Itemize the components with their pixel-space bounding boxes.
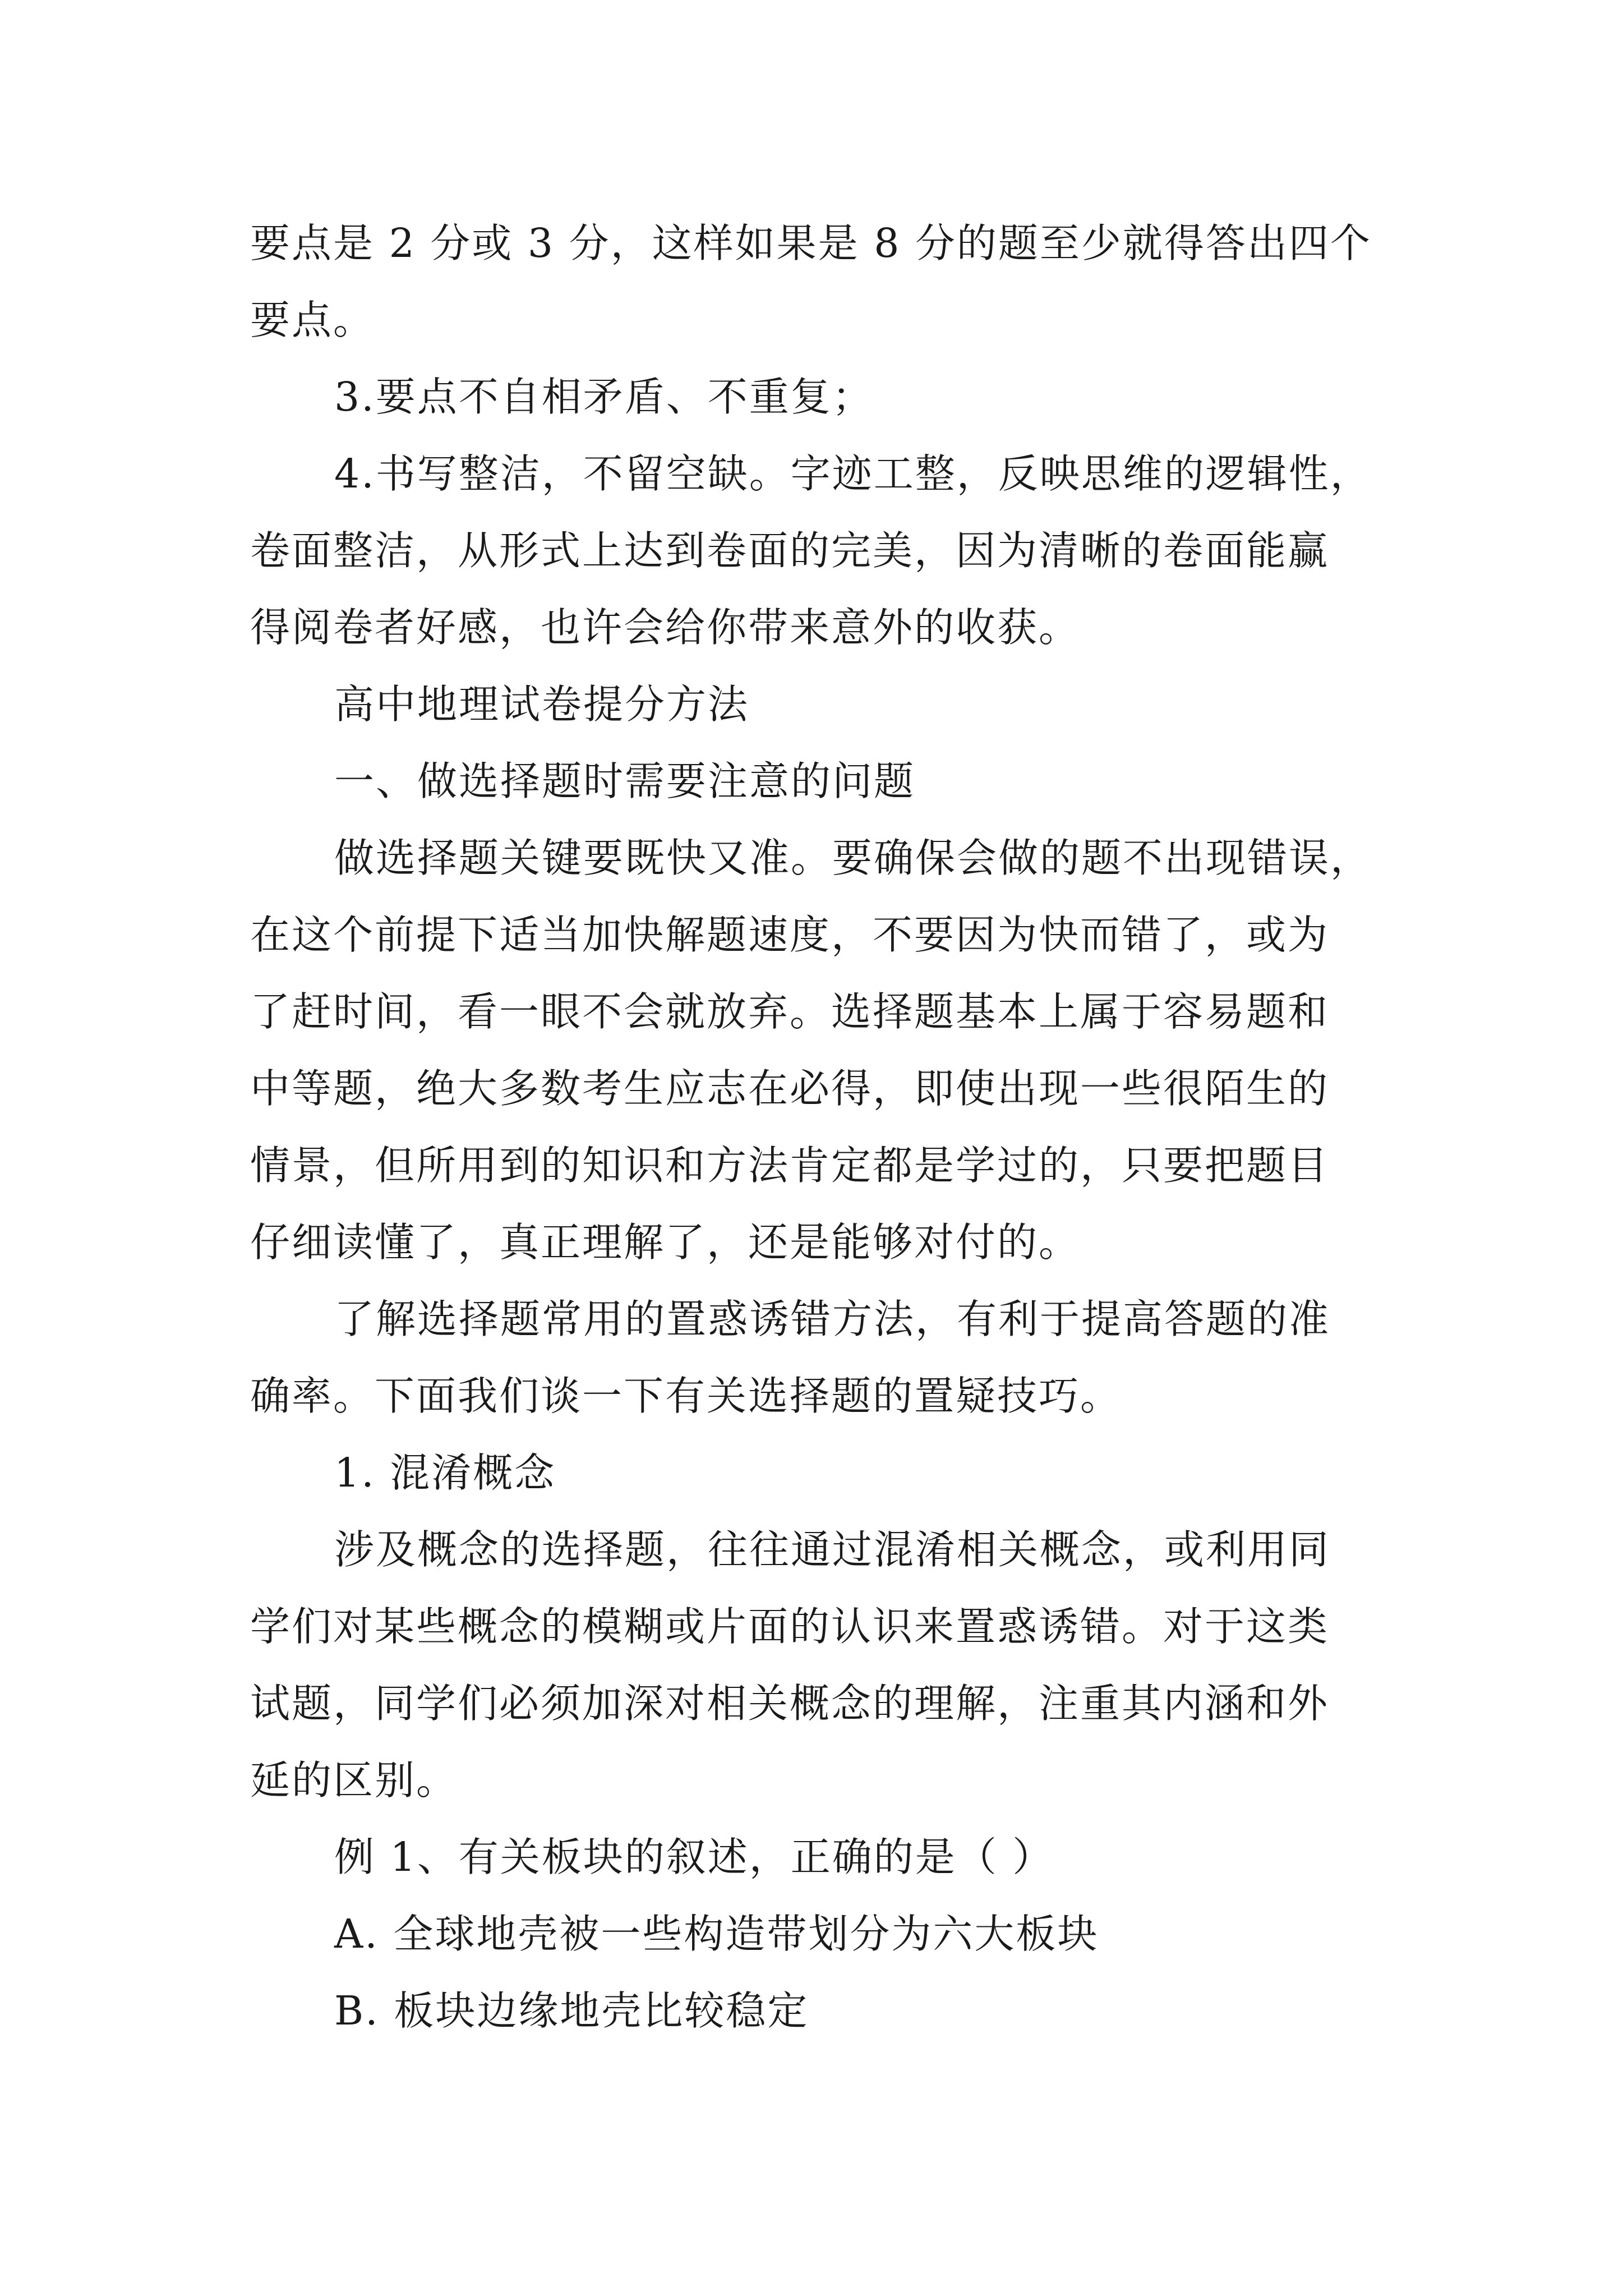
heading-text: 一、做选择题时需要注意的问题 [334, 758, 916, 804]
answer-option-b [250, 1972, 1377, 2049]
text-line: 在这个前提下适当加快解题速度，不要因为快而错了，或为 [250, 912, 1330, 958]
text-line: 涉及概念的选择题，往往通过混淆相关概念，或利用同 [334, 1526, 1331, 1573]
example-question [250, 1819, 1377, 1895]
text-line: 了赶时间，看一眼不会就放弃。选择题基本上属于容易题和 [250, 988, 1330, 1035]
subsection-heading [250, 743, 1377, 820]
paragraph-concepts [250, 1511, 1377, 1819]
text-line: 得阅卷者好感，也许会给你带来意外的收获。 [250, 604, 1081, 651]
text-line: 要点。 [250, 297, 375, 343]
text-line: 试题，同学们必须加深对相关概念的理解，注重其内涵和外 [250, 1680, 1330, 1727]
text-line: 3.要点不自相矛盾、不重复； [334, 374, 874, 420]
option-text: A. 全球地壳被一些构造带划分为六大板块 [334, 1911, 1099, 1957]
text-line: 学们对某些概念的模糊或片面的认识来置惑诱错。对于这类 [250, 1603, 1330, 1650]
text-line: 卷面整洁，从形式上达到卷面的完美，因为清晰的卷面能赢 [250, 527, 1330, 574]
document-body [250, 205, 1377, 2049]
question-text: 例 1、有关板块的叙述，正确的是（ ） [334, 1834, 1054, 1880]
text-line: 情景，但所用到的知识和方法肯定都是学过的，只要把题目 [250, 1142, 1330, 1189]
paragraph-point-4 [250, 435, 1377, 666]
text-line: 做选择题关键要既快又准。要确保会做的题不出现错误， [334, 835, 1372, 881]
list-heading-confusing-concepts [250, 1434, 1377, 1511]
paragraph-methods [250, 1281, 1377, 1434]
paragraph-scoring-points [250, 205, 1377, 358]
text-line: 确率。下面我们谈一下有关选择题的置疑技巧。 [250, 1373, 1122, 1419]
text-line: 延的区别。 [250, 1757, 458, 1803]
text-line: 中等题，绝大多数考生应志在必得，即使出现一些很陌生的 [250, 1065, 1330, 1112]
section-heading [250, 666, 1377, 743]
text-line: 了解选择题常用的置惑诱错方法，有利于提高答题的准 [334, 1296, 1331, 1342]
answer-option-a [250, 1895, 1377, 1972]
text-line: 要点是 2 分或 3 分，这样如果是 8 分的题至少就得答出四个 [250, 220, 1372, 266]
paragraph-point-3 [250, 358, 1377, 435]
text-line: 仔细读懂了，真正理解了，还是能够对付的。 [250, 1219, 1081, 1266]
heading-text: 1. 混淆概念 [334, 1450, 556, 1496]
heading-text: 高中地理试卷提分方法 [334, 681, 750, 728]
text-line: 4.书写整洁，不留空缺。字迹工整，反映思维的逻辑性， [334, 450, 1372, 497]
paragraph-choice-questions [250, 820, 1377, 1281]
option-text: B. 板块边缘地壳比较稳定 [334, 1987, 809, 2034]
